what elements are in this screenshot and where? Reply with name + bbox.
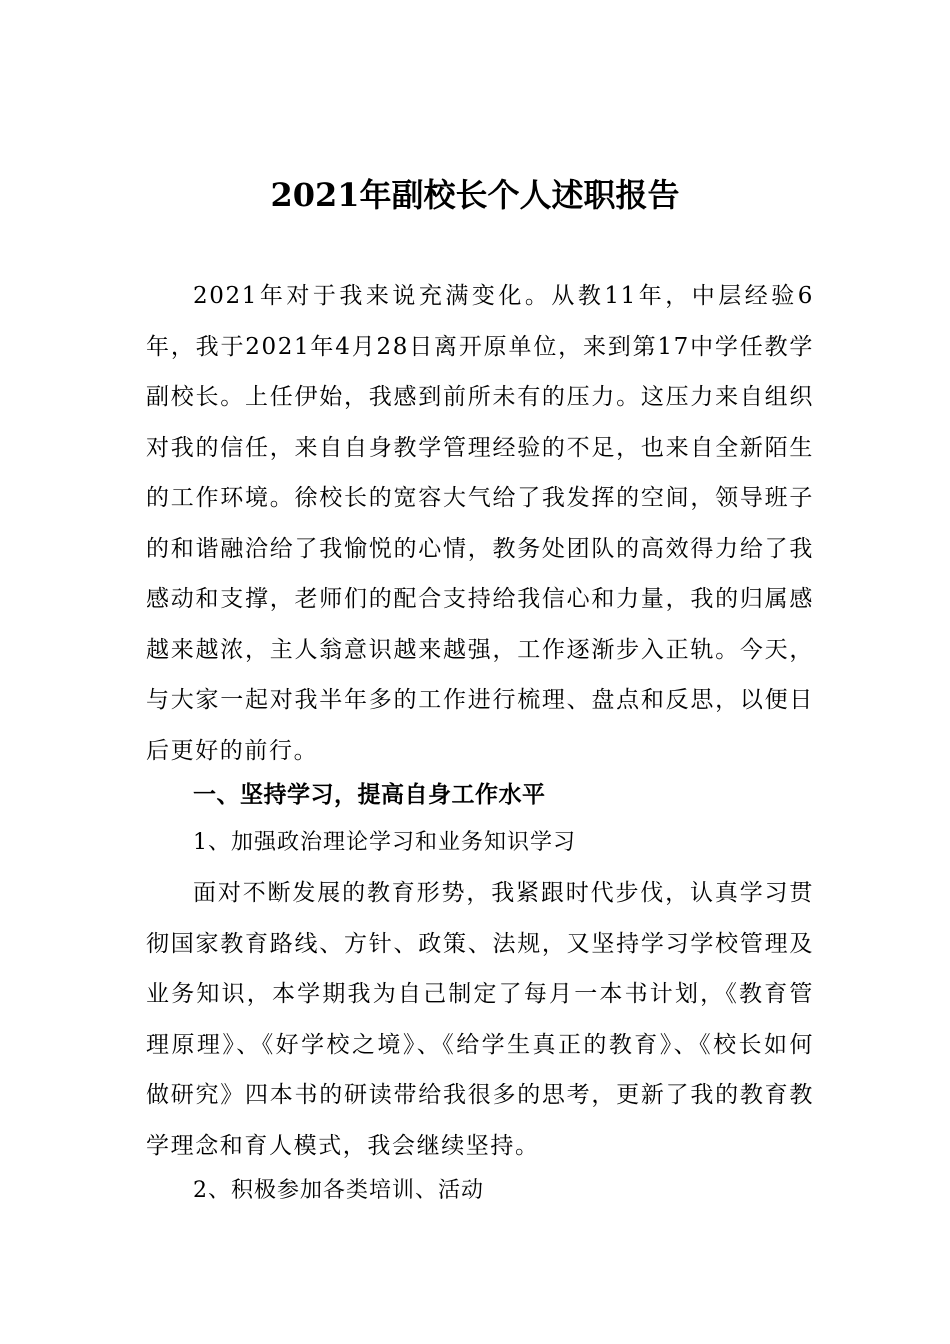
intro-paragraph: 2021年对于我来说充满变化。从教11年，中层经验6年，我于2021年4月28日离开原单位，来到第17中学任教学副校长。上任伊始，我感到前所未有的压力。这压力来自组织对我的信任，来自自身教学管理经验的不足，也来自全新陌生的工作环境。徐校长的宽容大气给了我发挥的空间，领导班子的和谐融洽给了我愉悦的心情，教务处团队的高效得力给了我感动和支撑，老师们的配合支持给我信心和力量，我的归属感越来越浓，主人翁意识越来越强，工作逐渐步入正轨。今天，与大家一起对我半年多的工作进行梳理、盘点和反思，以便日后更好的前行。	[146, 283, 814, 764]
document-title: 2021年副校长个人述职报告	[270, 176, 680, 214]
subsection-heading-1: 1、加强政治理论学习和业务知识学习	[193, 830, 576, 855]
subsection-heading-2: 2、积极参加各类培训、活动	[193, 1178, 484, 1203]
section-heading-1: 一、坚持学习，提高自身工作水平	[193, 782, 546, 808]
study-paragraph: 面对不断发展的教育形势，我紧跟时代步伐，认真学习贯彻国家教育路线、方针、政策、法规，又坚持学习学校管理及业务知识，本学期我为自己制定了每月一本书计划，《教育管理原理》、《好学校之境》、《给学生真正的教育》、《校长如何做研究》四本书的研读带给我很多的思考，更新了我的教育教学理念和育人模式，我会继续坚持。	[146, 880, 814, 1159]
